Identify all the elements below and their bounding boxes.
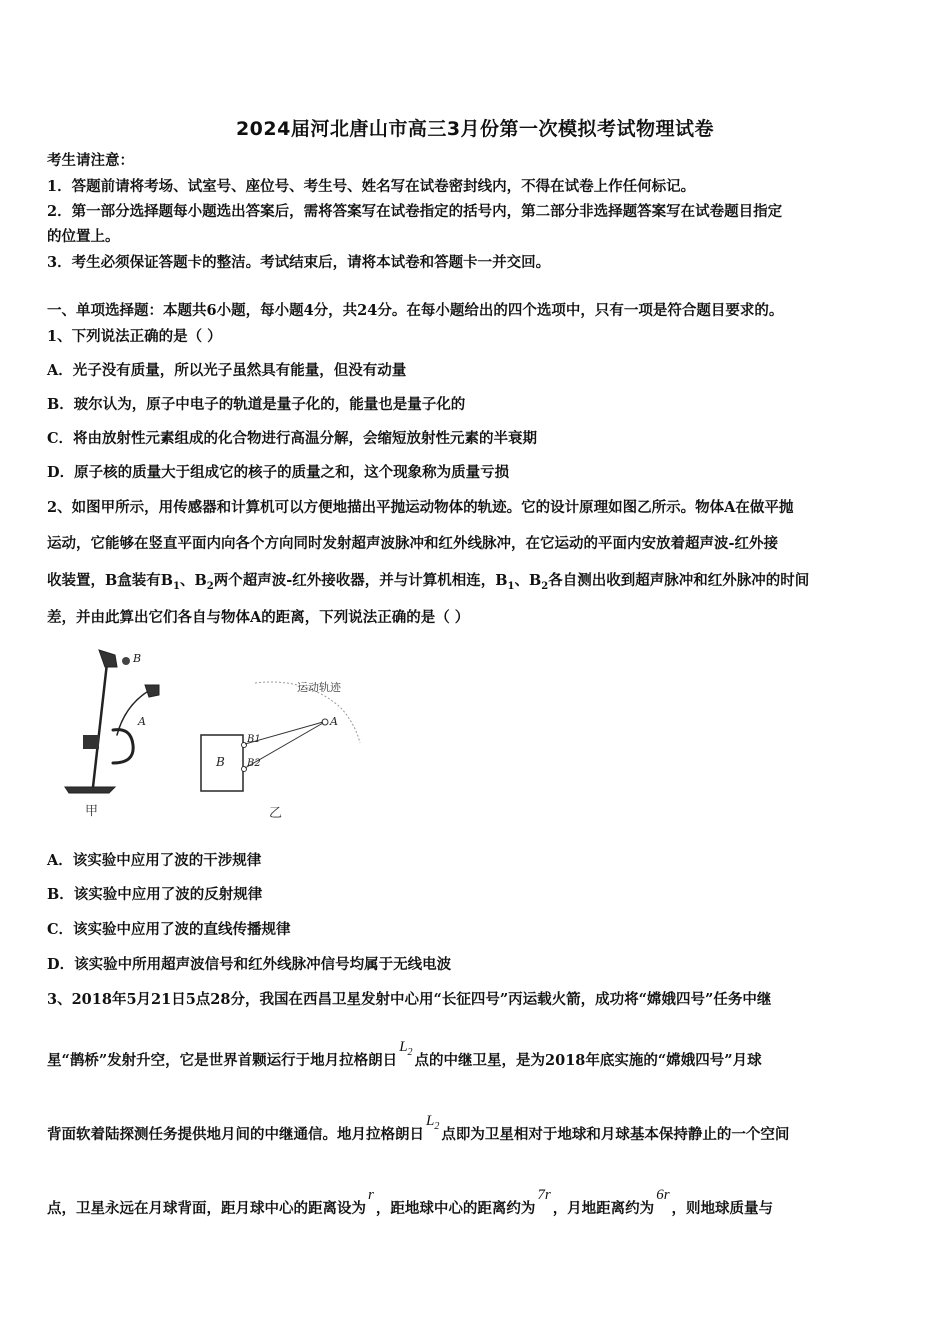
- label-jia: 甲: [85, 804, 99, 819]
- q3-line-1: 3、2018年5月21日5点28分，我国在西昌卫星发射中心用“长征四号”丙运载火箭，成功将“嫦娥四号”任务中继: [47, 991, 772, 1008]
- label-a-right: A: [330, 715, 338, 728]
- q3-line-4: 点，卫星永远在月球背面，距月球中心的距离设为r，距地球中心的距离约为7r，月地距离约为6r，则地球质量与: [47, 1187, 774, 1217]
- schematic-yi: [201, 682, 360, 791]
- r-symbol: r: [368, 1187, 374, 1203]
- label-b-box: B: [216, 755, 225, 769]
- notice-heading: 考生请注意：: [47, 152, 134, 169]
- q1-stem: 1、下列说法正确的是（ ）: [47, 328, 222, 345]
- label-track: 运动轨迹: [297, 681, 341, 694]
- q2-line-4: 差，并由此算出它们各自与物体A的距离，下列说法正确的是（ ）: [47, 609, 470, 626]
- q2-line-3: 收装置，B盒装有$B_1$、$B_2$两个超声波-红外接收器，并与计算机相连，$B_1$、$B_2$各自测出收到超声脉冲和红外脉冲的时间: [47, 572, 810, 592]
- label-a-left: A: [138, 715, 146, 728]
- label-b-top: B: [133, 652, 142, 665]
- q1-option-a: A．光子没有质量，所以光子虽然具有能量，但没有动量: [47, 362, 407, 379]
- q3-line-3: 背面软着陆探测任务提供地月间的中继通信。地月拉格朗日$L_2$ 点即为卫星相对于地球和月球基本保持静止的一个空间: [47, 1113, 790, 1143]
- q1-option-d: D．原子核的质量大于组成它的核子的质量之和，这个现象称为质量亏损: [47, 464, 510, 481]
- q1-option-b: B．玻尔认为，原子中电子的轨道是量子化的，能量也是量子化的: [47, 396, 466, 413]
- seven-r-symbol: 7r: [537, 1187, 551, 1203]
- six-r-symbol: 6r: [656, 1187, 670, 1203]
- page-title: 2024届河北唐山市高三3月份第一次模拟考试物理试卷: [235, 118, 715, 140]
- q3-line-2: 星“鹊桥”发射升空，它是世界首颗运行于地月拉格朗日$L_2$ 点的中继卫星，是为2018年底实施的“嫦娥四号”月球: [47, 1039, 762, 1069]
- label-b1: B1: [247, 734, 261, 745]
- q2-figure: [55, 645, 385, 825]
- q1-option-c: C．将由放射性元素组成的化合物进行高温分解，会缩短放射性元素的半衰期: [47, 430, 538, 447]
- label-b2: B2: [247, 758, 261, 769]
- section-heading: 一、单项选择题：本题共6小题，每小题4分，共24分。在每小题给出的四个选项中，只有一项是符合题目要求的。: [47, 302, 784, 319]
- lagrange-l2-symbol: $L_2$: [426, 1113, 440, 1132]
- notice-item-1: 1．答题前请将考场、试室号、座位号、考生号、姓名写在试卷密封线内，不得在试卷上作任何标记。: [47, 178, 696, 195]
- q2-option-b: B．该实验中应用了波的反射规律: [47, 886, 263, 903]
- notice-item-2: 2．第一部分选择题每小题选出答案后，需将答案写在试卷指定的括号内，第二部分非选择题答案写在试卷题目指定: [47, 203, 783, 220]
- lagrange-l2-symbol: $L_2$: [399, 1039, 413, 1058]
- notice-item-2-cont: 的位置上。: [47, 228, 120, 245]
- q2-line-2: 运动，它能够在竖直平面内向各个方向同时发射超声波脉冲和红外线脉冲，在它运动的平面内安放着超声波-红外接: [47, 535, 779, 552]
- label-yi: 乙: [269, 806, 283, 821]
- q2-line-1: 2、如图甲所示，用传感器和计算机可以方便地描出平抛运动物体的轨迹。它的设计原理如图乙所示。物体A在做平抛: [47, 499, 794, 516]
- q2-option-d: D．该实验中所用超声波信号和红外线脉冲信号均属于无线电波: [47, 956, 452, 973]
- notice-item-3: 3．考生必须保证答题卡的整洁。考试结束后，请将本试卷和答题卡一并交回。: [47, 254, 551, 271]
- q2-option-a: A．该实验中应用了波的干涉规律: [47, 852, 262, 869]
- q2-option-c: C．该实验中应用了波的直线传播规律: [47, 921, 291, 938]
